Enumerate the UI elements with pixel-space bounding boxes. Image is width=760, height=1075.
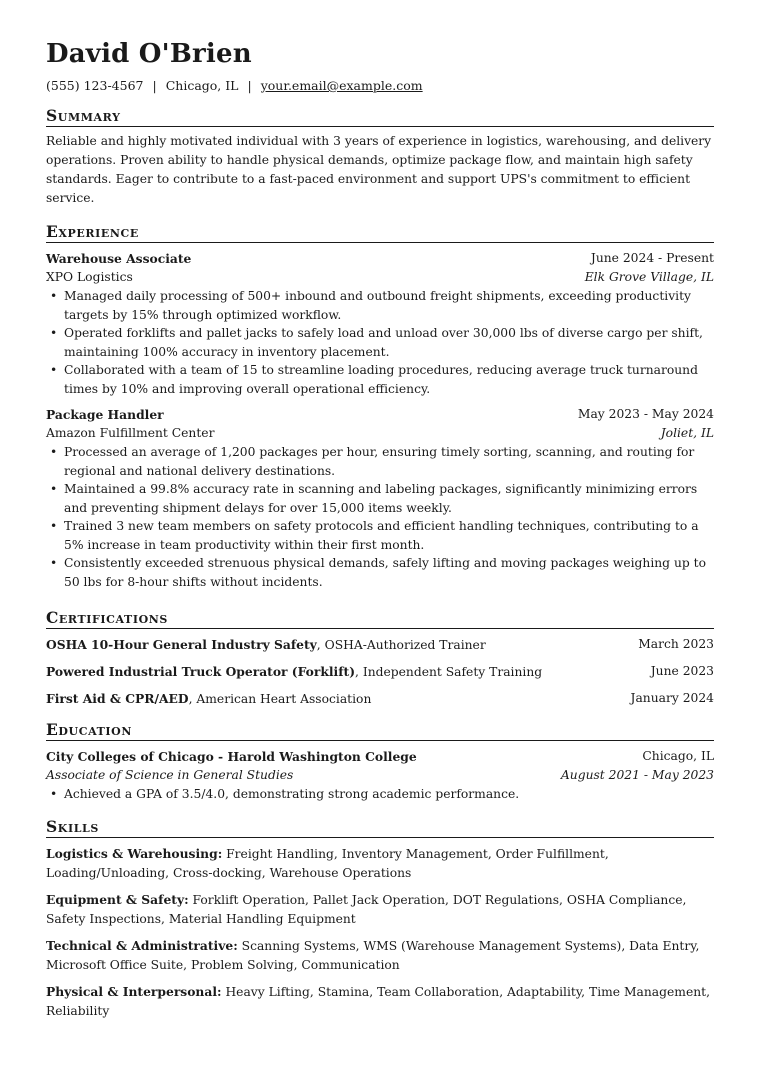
skill-group-label: Equipment & Safety:	[46, 892, 189, 907]
experience-section	[46, 223, 714, 591]
candidate-name: David O'Brien	[46, 39, 252, 69]
section-heading-experience: Experience	[46, 223, 714, 243]
bullet-item: • Collaborated with a team of 15 to streamline loading procedures, reducing average truck turnaround times by 10% and improving overall operational efficiency.	[46, 361, 714, 398]
section-heading-summary: Summary	[46, 107, 714, 127]
skill-group	[46, 890, 714, 929]
phone-number: (555) 123-4567	[46, 78, 144, 93]
certification-row	[46, 635, 714, 655]
job-company: XPO Logistics	[46, 270, 133, 284]
bullet-item: • Maintained a 99.8% accuracy rate in scanning and labeling packages, significantly minimizing errors and preventing shipment delays for over 15,000 items weekly.	[46, 480, 714, 517]
email-link[interactable]: your.email@example.com	[260, 78, 423, 93]
job-company: Amazon Fulfillment Center	[46, 426, 215, 440]
contact-separator: |	[152, 78, 157, 93]
certification-name: First Aid & CPR/AED	[46, 691, 189, 706]
certification-name: Powered Industrial Truck Operator (Forklift)	[46, 664, 356, 679]
certification-row	[46, 662, 714, 682]
certification-issuer: , Independent Safety Training	[355, 665, 543, 679]
job-dates: May 2023 - May 2024	[577, 407, 714, 421]
education-section	[46, 721, 714, 804]
skill-group-text: Scanning Systems, WMS (Warehouse Management Systems), Data Entry, Microsoft Office Suite, Problem Solving, Communication	[46, 939, 700, 972]
degree-name: Associate of Science in General Studies	[46, 768, 294, 782]
certification-date: June 2023	[650, 664, 714, 678]
job-location: Elk Grove Village, IL	[584, 270, 714, 284]
skill-group	[46, 936, 714, 975]
job-entry	[46, 405, 714, 591]
certification-issuer: , OSHA-Authorized Trainer	[316, 638, 486, 652]
job-location: Joliet, IL	[660, 426, 714, 440]
school-name: City Colleges of Chicago - Harold Washington College	[46, 749, 417, 764]
skill-group-label: Physical & Interpersonal:	[46, 984, 222, 999]
skill-group-label: Technical & Administrative:	[46, 938, 238, 953]
bullet-item: • Trained 3 new team members on safety protocols and efficient handling techniques, contributing to a 5% increase in team productivity within their first month.	[46, 517, 714, 554]
skill-group-label: Logistics & Warehousing:	[46, 846, 223, 861]
certification-name: OSHA 10-Hour General Industry Safety	[46, 637, 317, 652]
section-heading-skills: Skills	[46, 818, 714, 838]
education-dates: August 2021 - May 2023	[560, 768, 714, 782]
bullet-item: • Processed an average of 1,200 packages per hour, ensuring timely sorting, scanning, and routing for regional and national delivery destinations.	[46, 443, 714, 480]
bullet-item: • Achieved a GPA of 3.5/4.0, demonstrating strong academic performance.	[46, 785, 714, 804]
skill-group	[46, 982, 714, 1021]
section-heading-certifications: Certifications	[46, 609, 714, 629]
job-entry	[46, 249, 714, 398]
certification-date: January 2024	[630, 691, 714, 705]
school-location: Chicago, IL	[642, 749, 714, 763]
skills-section	[46, 818, 714, 1021]
certifications-section	[46, 609, 714, 709]
job-dates: June 2024 - Present	[590, 251, 714, 265]
certification-row	[46, 689, 714, 709]
skill-group-text: Freight Handling, Inventory Management, Order Fulfillment, Loading/Unloading, Cross-docking, Warehouse Operations	[46, 847, 609, 880]
section-heading-education: Education	[46, 721, 714, 741]
summary-text: Reliable and highly motivated individual with 3 years of experience in logistics, warehousing, and delivery operations. Proven ability to handle physical demands, optimize package flow, and maintain high safety standards. Eager to contribute to a fast-paced environment and support UPS's commitment to efficient service.	[46, 134, 712, 205]
job-bullets	[46, 443, 714, 591]
bullet-item: • Consistently exceeded strenuous physical demands, safely lifting and moving packages weighing up to 50 lbs for 8-hour shifts without incidents.	[46, 554, 714, 591]
skill-group-text: Heavy Lifting, Stamina, Team Collaboration, Adaptability, Time Management, Reliability	[46, 985, 710, 1018]
skill-group-text: Forklift Operation, Pallet Jack Operation, DOT Regulations, OSHA Compliance, Safety Inspections, Material Handling Equipment	[46, 893, 687, 926]
skill-group	[46, 844, 714, 883]
bullet-item: • Managed daily processing of 500+ inbound and outbound freight shipments, exceeding productivity targets by 15% through optimized workflow.	[46, 287, 714, 324]
summary-section	[46, 107, 714, 208]
education-bullets	[46, 785, 714, 804]
certification-issuer: , American Heart Association	[188, 692, 372, 706]
job-role: Warehouse Associate	[46, 251, 192, 266]
contact-line	[46, 78, 423, 94]
job-bullets	[46, 287, 714, 398]
location: Chicago, IL	[165, 78, 239, 93]
job-role: Package Handler	[46, 407, 164, 422]
contact-separator: |	[247, 78, 252, 93]
bullet-item: • Operated forklifts and pallet jacks to safely load and unload over 30,000 lbs of diverse cargo per shift, maintaining 100% accuracy in inventory placement.	[46, 324, 714, 361]
certification-date: March 2023	[638, 637, 714, 651]
